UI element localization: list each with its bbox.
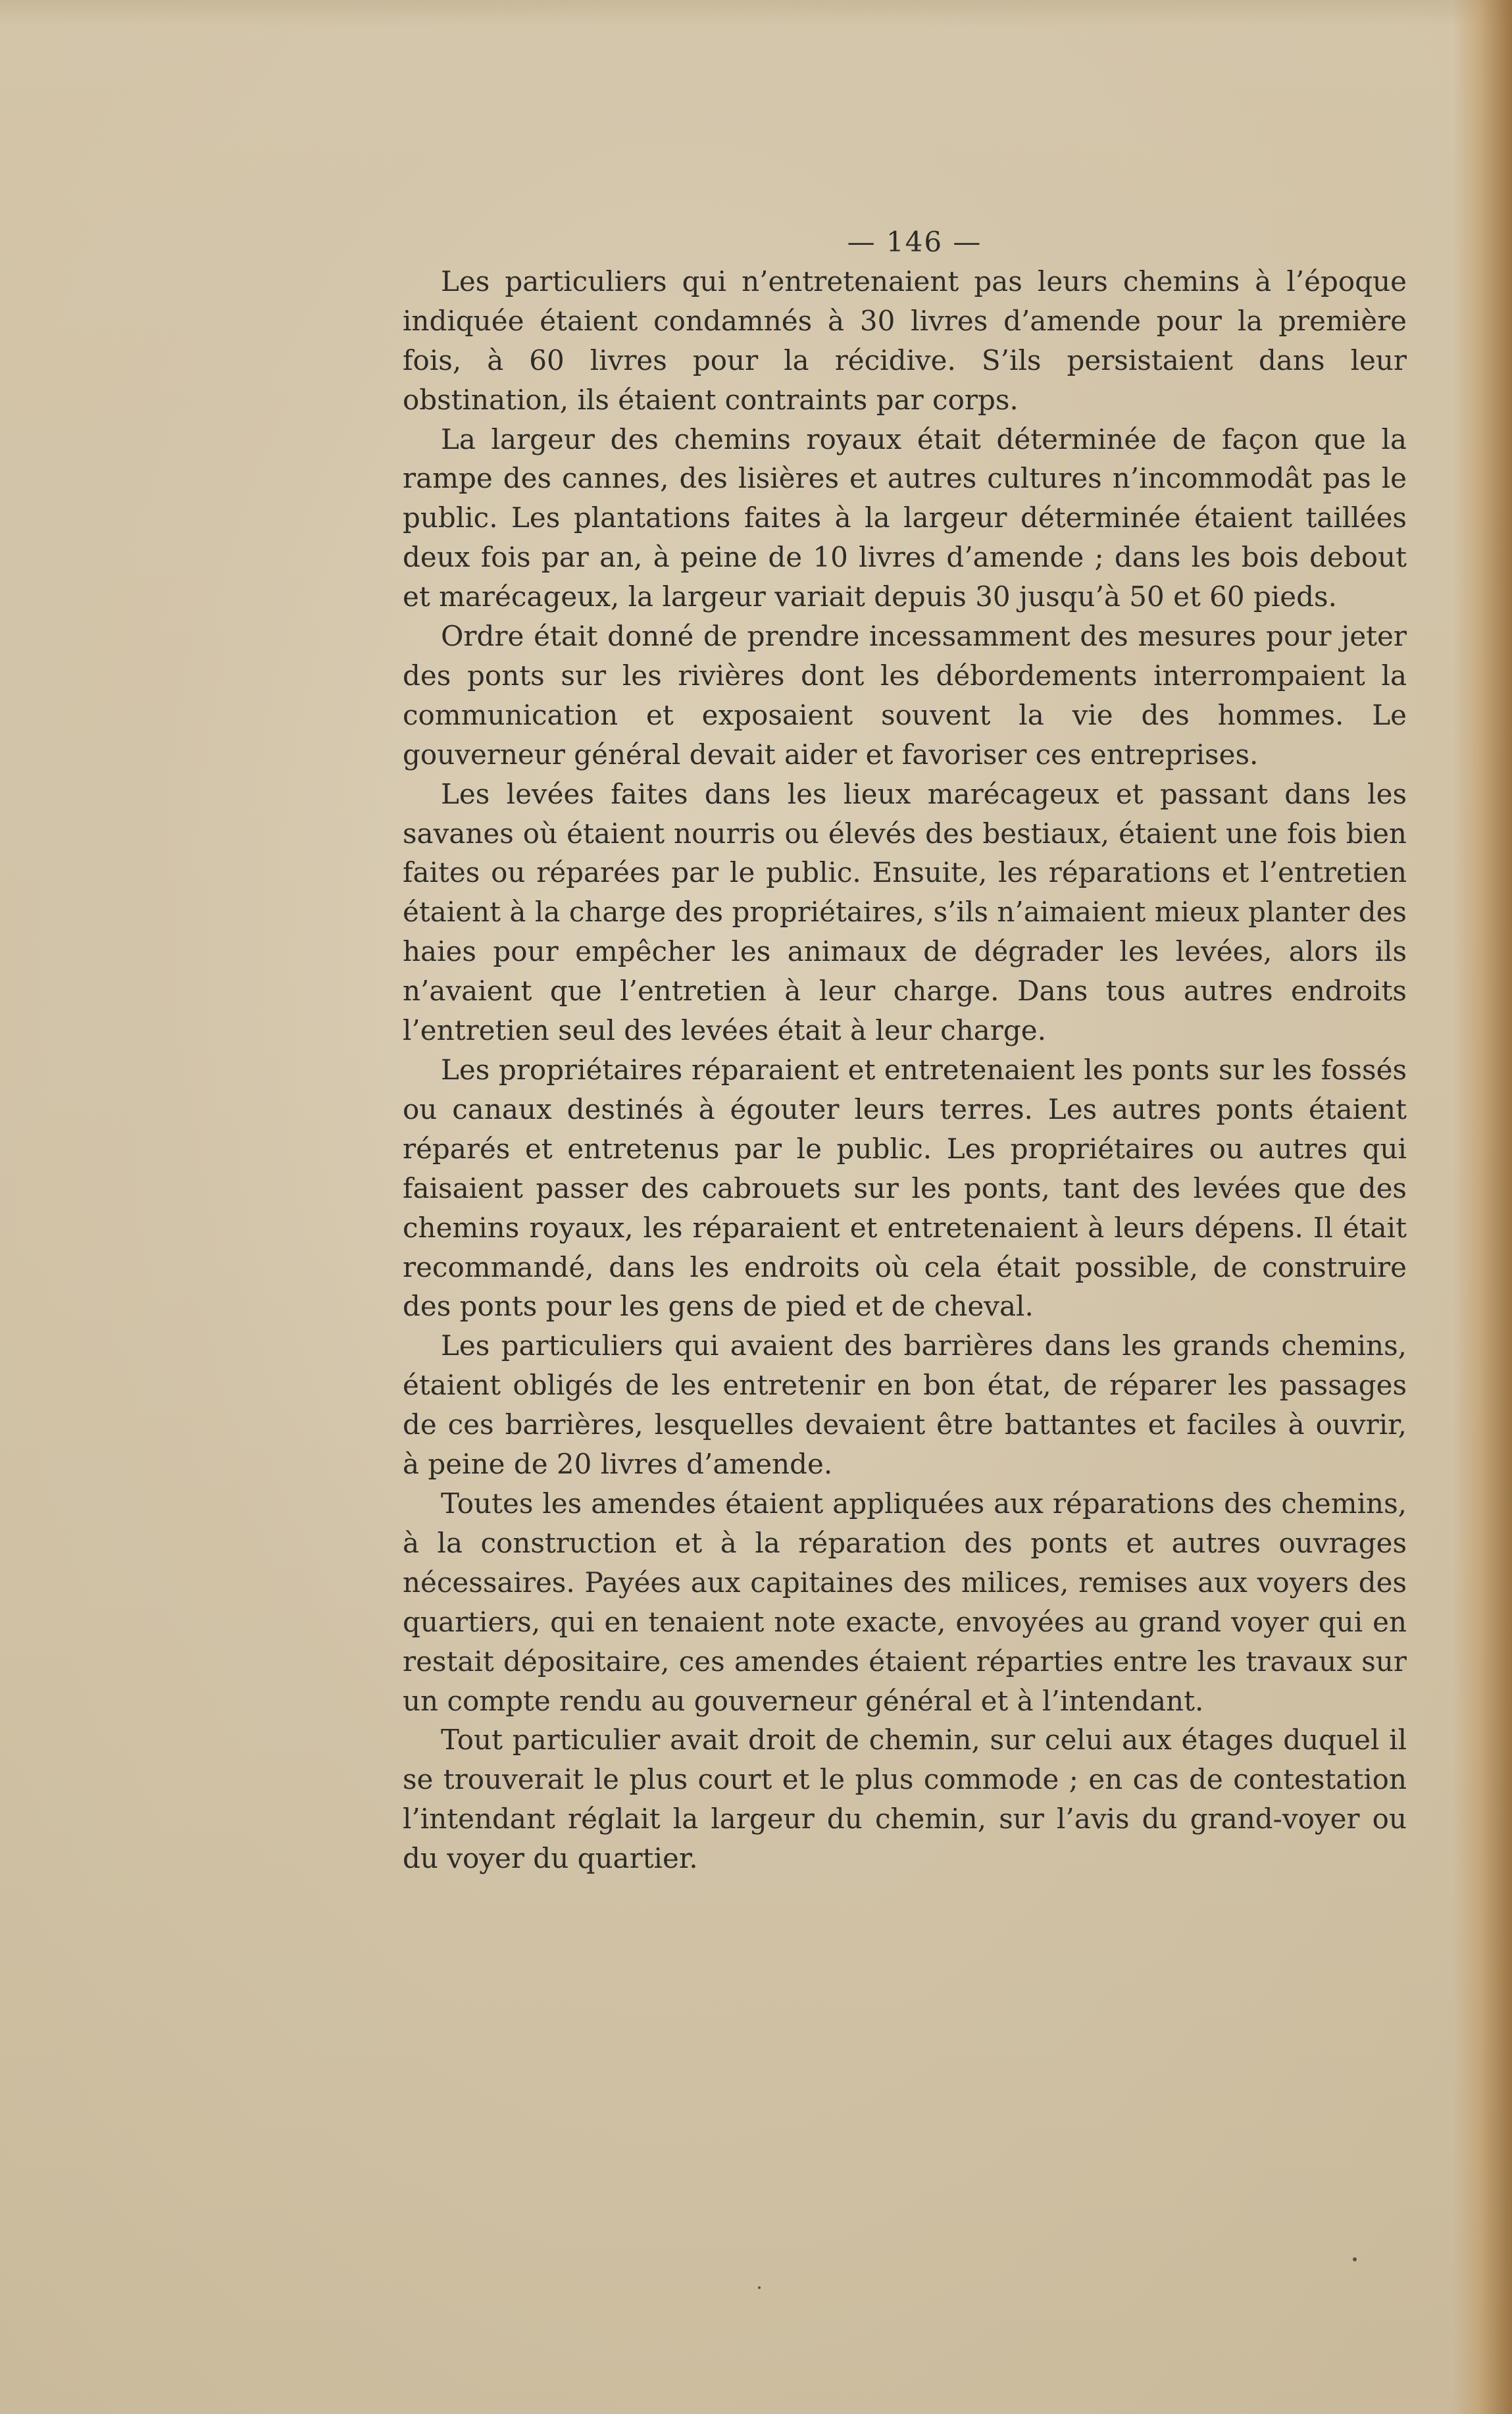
paragraph-road-width: La largeur des chemins royaux était déterminée de façon que la rampe des cannes, des lisières et autres cultures n’incommodât pas le public. Les plantations faites à la largeur déterminée étaient taillées deux fois par an, à peine de 10 livres d’amende ; dans les bois debout et marécageux, la largeur variait depuis 30 jusqu’à 50 et 60 pieds. [403,423,1407,613]
page-right-edge-stain [1453,0,1512,2414]
paragraph-levees: Les levées faites dans les lieux marécageux et passant dans les savanes où étaient nourris ou élevés des bestiaux, étaient une fois bien faites ou réparées par le public. Ensuite, les réparations et l’entretien étaient à la charge des propriétaires, s’ils n’aimaient mieux planter des haies pour empêcher les animaux de dégrader les levées, alors ils n’avaient que l’entretien à leur charge. Dans tous autres endroits l’entretien seul des levées était à leur charge. [403,777,1407,1047]
page-text-block [403,222,1407,1878]
paragraph-fines: Les particuliers qui n’entretenaient pas leurs chemins à l’époque indiquée étaient condamnés à 30 livres d’amende pour la première fois, à 60 livres pour la récidive. S’ils persistaient dans leur obstination, ils étaient contraints par corps. [403,265,1407,416]
paper-speck [758,2286,761,2289]
page-top-shadow [0,0,1512,26]
paragraph-barriers: Les particuliers qui avaient des barrières dans les grands chemins, étaient obligés de les entretenir en bon état, de réparer les passages de ces barrières, lesquelles devaient être battantes et faciles à ouvrir, à peine de 20 livres d’amende. [403,1329,1407,1481]
paragraph-right-of-way: Tout particulier avait droit de chemin, sur celui aux étages duquel il se trouverait le plus court et le plus commode ; en cas de contestation l’intendant réglait la largeur du chemin, sur l’avis du grand-voyer ou du voyer du quartier. [403,1724,1407,1875]
paragraph-bridges-order: Ordre était donné de prendre incessamment des mesures pour jeter des ponts sur les rivières dont les débordements interrompaient la communication et exposaient souvent la vie des hommes. Le gouverneur général devait aider et favoriser ces entreprises. [403,620,1407,771]
page-number: — 146 — [847,226,982,258]
paragraph-fines-use: Toutes les amendes étaient appliquées aux réparations des chemins, à la construction et à la réparation des ponts et autres ouvrages nécessaires. Payées aux capitaines des milices, remises aux voyers des quartiers, qui en tenaient note exacte, envoyées au grand voyer qui en restait dépositaire, ces amendes étaient réparties entre les travaux sur un compte rendu au gouverneur général et à l’intendant. [403,1487,1407,1717]
paragraph-owners-bridges: Les propriétaires réparaient et entretenaient les ponts sur les fossés ou canaux destinés à égouter leurs terres. Les autres ponts étaient réparés et entretenus par le public. Les propriétaires ou autres qui faisaient passer des cabrouets sur les ponts, tant des levées que des chemins royaux, les réparaient et entretenaient à leurs dépens. Il était recommandé, dans les endroits où cela était possible, de construire des ponts pour les gens de pied et de cheval. [403,1054,1407,1323]
paper-speck [1353,2257,1357,2261]
